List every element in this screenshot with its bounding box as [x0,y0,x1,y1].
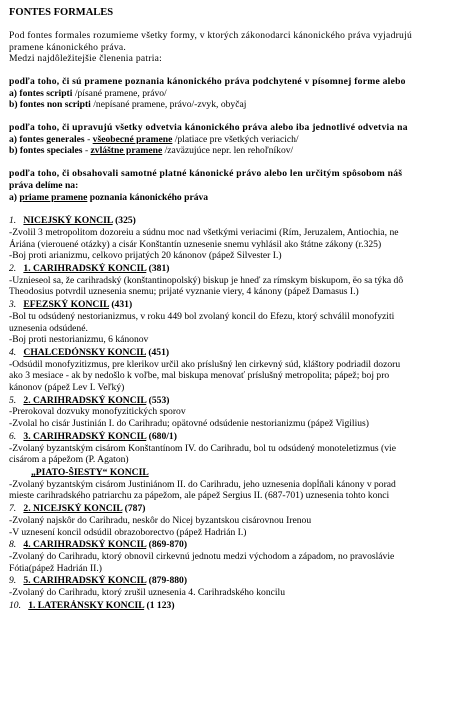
council-number: 8. [9,539,24,551]
council-name: 2. NICEJSKÝ KONCIL [23,503,123,515]
council-text-line: ako 3 mesiace - ak by nedošlo k voľbe, mal biskupa menovať príslušný metropolita; pápež; boj pro [9,370,390,382]
division1-item-b [9,99,476,111]
council-name: 1. CARIHRADSKÝ KONCIL [23,263,147,275]
council-text-line: kánonov (pápež Lev I. Veľký) [9,382,125,394]
council-heading [9,215,476,227]
council-text-line: -Zvolaný najskôr do Carihradu, neskôr do Nicej byzantskou cisárovnou Irenou [9,514,312,526]
division2-b-label: b) fontes speciales [9,145,83,157]
council-heading [9,431,476,443]
council-number: 5. [9,394,24,406]
intro-line-2: pramene kánonického práva. [9,41,127,53]
division1-a-text: /písané pramene, právo/ [72,87,167,99]
council-heading [9,503,476,515]
division3-heading-1: podľa toho, či obsahovali samotné platné kánonické právo alebo len určitým spôsobom náš [9,168,403,180]
council-text-line: -Zvolaný byzantským cisárom Konštantínom IV. do Carihradu, bol tu odsúdený monoteletizmus (vie [9,442,396,454]
council-text-line: -Uznieseol sa, že carihradský (konštantinopolský) biskup je hneď za rímskym biskupom, ëo sa týka dô [9,274,404,286]
council-text-line: Theodosius potvrdil uznesenia snemu; prijaté vyznanie viery, 4 kánony (pápež Damasus I.) [9,286,359,298]
division2-b-text: /zaväzujúce nepr. len rehoľníkov/ [162,145,294,157]
council-heading [9,539,476,551]
council-text-line: -V uznesení koncil odsúdil obrazoborectvo (pápež Hadrián I.) [9,526,247,538]
council-year: (451) [145,346,170,358]
council-heading [9,575,476,587]
council-name: 2. CARIHRADSKÝ KONCIL [23,394,147,406]
council-name: NICEJSKÝ KONCIL [23,215,113,227]
division2-heading: podľa toho, či upravujú všetky odvetvia kánonického práva alebo iba jednotlivé odvetvia na [9,122,408,134]
council-text-line: -Bol tu odsúdený nestorianizmus, v roku 449 bol zvolaný koncil do Efezu, ktorý schválil monofyziti [9,310,395,322]
council-name: 3. CARIHRADSKÝ KONCIL [23,430,147,442]
council-text-line: -Boj proti nestorianizmu, 6 kánonov [9,334,149,346]
council-name: CHALCEDÓNSKY KONCIL [23,346,146,358]
council-year: (879-880) [146,575,188,587]
division1-item-a [9,88,476,100]
council-name: „PIATO-ŠIESTY“ KONCIL [31,467,149,478]
council-text-line: uznesenia odsúdené. [9,322,88,334]
council-text-line: -Boj proti arianizmu, celkovo prijatých 20 kánonov (pápež Silvester I.) [9,250,282,262]
council-text-line: -Zvolaný byzantským cisárom Justiniánom II. do Carihradu, jeho uznesenia dopĺňali kánony v porad [9,478,396,490]
council-number: 6. [9,430,24,442]
council-number: 1. [9,215,24,227]
intro-line-3: Medzi najdôležitejšie členenia patria: [9,53,163,65]
council-heading [9,263,476,275]
council-text-line: -Zvolal ho cisár Justinián I. do Carihradu; opätovné odsúdenie nestorianizmu (pápež Vigilius) [9,418,369,430]
council-year: (1 123) [144,599,175,611]
division2-item-b [9,145,476,157]
division2-a-term: všeobecné pramene [92,133,173,145]
council-number: 4. [9,346,24,358]
division2-b-term: zvláštne pramene [90,145,163,157]
division3-item-a [9,192,476,204]
council-name: 1. LATERÁNSKY KONCIL [28,599,145,611]
division2-a-text: /platiace pre všetkých veriacich/ [172,133,299,145]
council-text-line: cisárom a pápežom (P. Agaton) [9,454,129,466]
intro-line-1: Pod fontes formales rozumieme všetky formy, v ktorých zákonodarci kánonického práva vyjadrujú [9,29,413,41]
council-year: (553) [146,394,170,406]
division1-heading: podľa toho, či sú pramene poznania kánonického práva podchytené v písomnej forme alebo [9,75,406,87]
council-text-line: -Zvolaný do Carihradu, ktorý zrušil uznesenia 4. Carihradského koncilu [9,587,286,599]
council-number: 9. [9,575,24,587]
council-year: (869-870) [146,539,188,551]
division1-b-label: b) fontes non scripti [9,99,91,111]
division3-a-text: poznania kánonického práva [87,191,209,203]
division1-b-text: /nepísané pramene, právo/-zvyk, obyčaj [90,99,247,111]
council-year: (680/1) [146,430,177,442]
council-text-line: -Zvolil 3 metropolitom dozoreiu a súdnu moc nad všetkými veriacimi (Rím, Jeruzalem, Antiochia, ne [9,226,399,238]
council-text-line: mieste carihradského patriarchu za pápežom, ale pápež Sergius II. (687-701) uznesenia tohto konci [9,490,390,502]
council-number: 7. [9,503,24,515]
division2-b-dash: - [82,145,91,157]
council-year: (381) [146,263,170,275]
division2-a-label: a) fontes generales [9,133,85,145]
division2-a-dash: - [84,133,93,145]
council-list [9,215,476,611]
council-heading [9,467,476,479]
council-name: EFEZSKÝ KONCIL [23,299,109,311]
division1-a-label: a) fontes scripti [9,87,73,99]
council-heading [9,600,476,612]
document-title: FONTES FORMALES [9,7,114,18]
council-number: 3. [9,299,24,311]
council-heading [9,395,476,407]
council-name: 5. CARIHRADSKÝ KONCIL [23,575,147,587]
council-year: (787) [122,503,146,515]
council-text-line: Áriána (vierouené otázky) a cisár Konštantín uznesenie snemu vyhlásil ako štátne zákony (r.325) [9,238,382,250]
council-text-line: -Odsúdil monofyzitizmus, pre klerikov určil ako príslušný len cirkevný súd, kláštory podriadil dozoru [9,358,401,370]
division3-a-prefix: a) [9,191,20,203]
council-number: 2. [9,263,24,275]
council-year: (431) [108,299,133,311]
council-text-line: Fótia(pápež Hadrián II.) [9,562,102,574]
division2-item-a [9,134,476,146]
council-number: 10. [9,599,29,611]
council-heading [9,299,476,311]
division3-heading-2: práva delíme na: [9,179,79,191]
council-heading [9,347,476,359]
council-text-line: -Zvolaný do Carihradu, ktorý obnovil cirkevnú jednotu medzi východom a západom, no pravoslávie [9,550,395,562]
council-name: 4. CARIHRADSKÝ KONCIL [23,539,147,551]
council-text-line: -Prerokoval dozvuky monofyzitických sporov [9,406,186,418]
council-year: (325) [112,215,136,227]
division3-a-term: priame pramene [19,191,88,203]
